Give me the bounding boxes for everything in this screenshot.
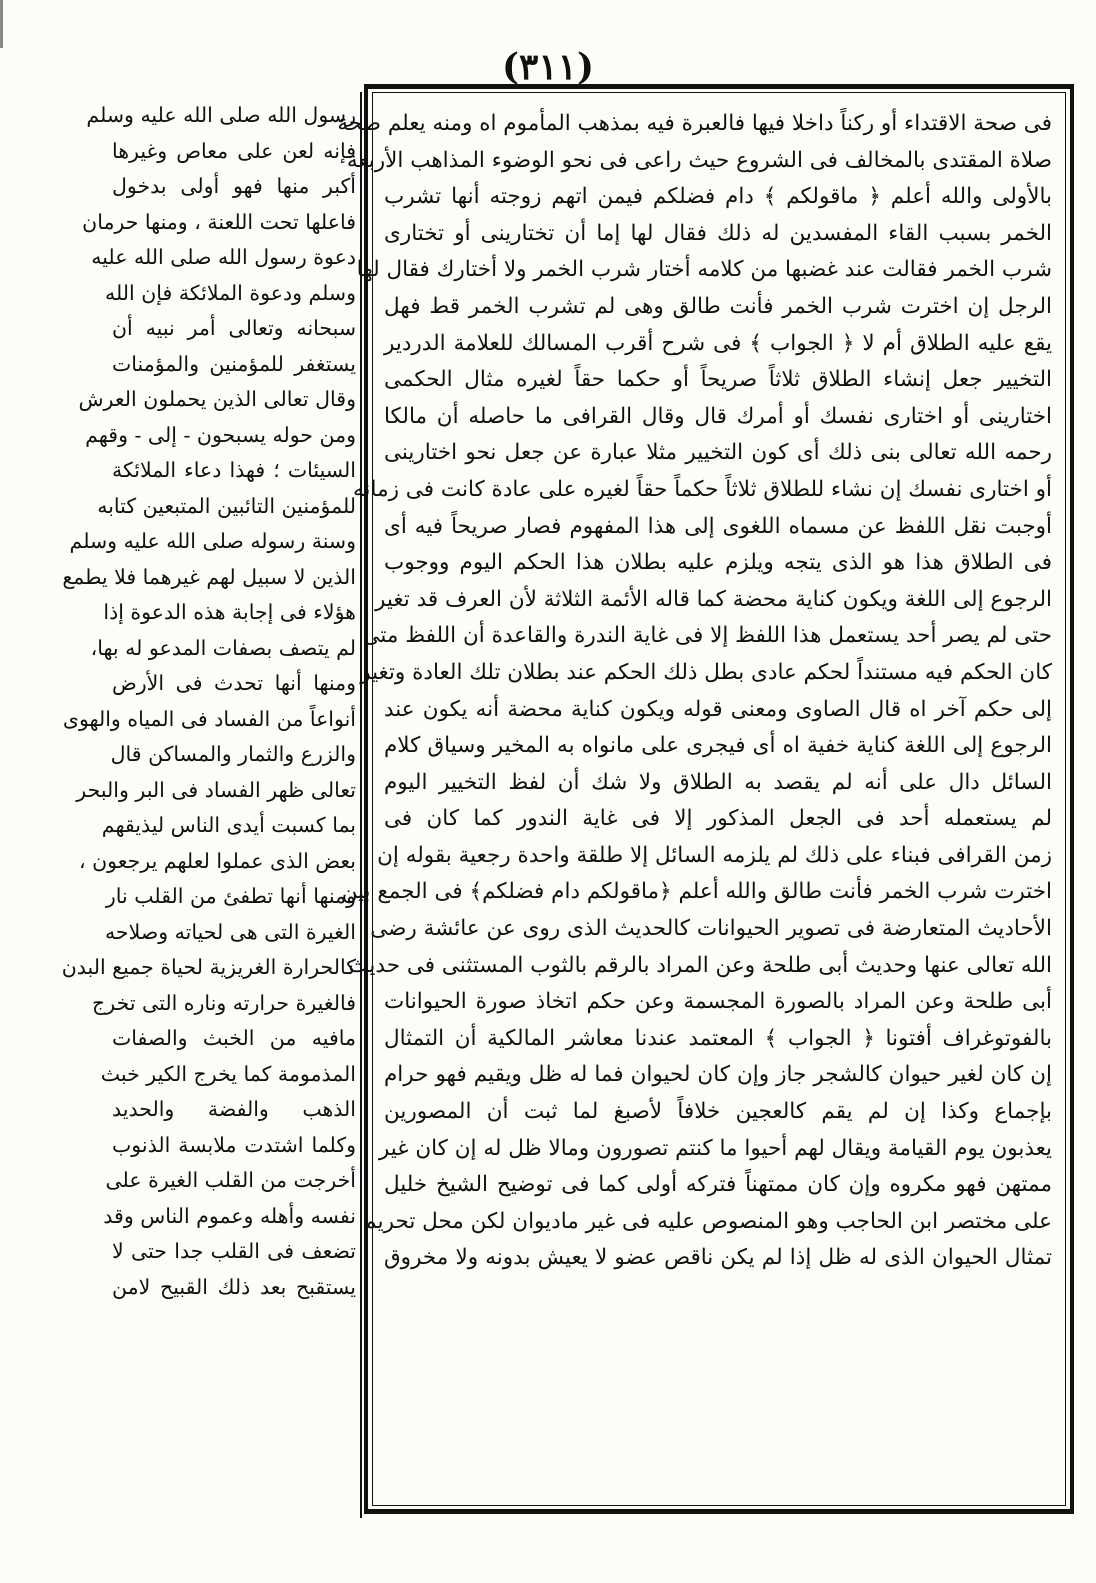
side-text-line: الغيرة التى هى لحياته وصلاحه — [104, 919, 356, 944]
main-text-line: صلاة المقتدى بالمخالف فى الشروع حيث راعى فى نحو الوضوء المذاهب الأربعة — [346, 147, 1052, 173]
side-text-line: بما كسبت أيدى الناس ليذيقهم — [101, 813, 356, 837]
side-text-line: الذهب والفضة والحديد — [112, 1097, 356, 1121]
main-text-line: إلى حكم آخر اه قال الصاوى ومعنى قوله ويكون كناية محضة أنه يكون عند — [384, 696, 1052, 722]
main-text-line: تمثال الحيوان الذى له ظل إذا لم يكن ناقص عضو لا يعيش بدونه ولا مخروق — [384, 1245, 1052, 1271]
main-text-line: يعذبون يوم القيامة ويقال لهم أحيوا ما كنتم تصورون ومالا ظل له إن كان غير — [378, 1135, 1052, 1161]
side-text-line: دعوة رسول الله صلى الله عليه — [91, 245, 356, 269]
main-text-line: إن كان لغير حيوان كالشجر جاز وإن كان لحيوان فما له ظل ويقيم فهو حرام — [384, 1062, 1052, 1088]
main-text-line: بإجماع وكذا إن لم يقم كالعجين خلافاً لأصبغ لما ثبت أن المصورين — [384, 1099, 1052, 1125]
side-text-line: أكبر منها فهو أولى بدخول — [112, 174, 356, 198]
main-text-line: التخيير جعل إنشاء الطلاق ثلاثاً صريحاً أو حكما حقاً لغيره مثال الحكمى — [384, 367, 1052, 393]
main-text-line: رحمه الله تعالى بنى ذلك أى كون التخيير مثلا عبارة عن جعل نحو اختارينى — [384, 440, 1052, 466]
main-text-line: اختارينى أو اختارى نفسك أو أمرك قال وقال القرافى ما حاصله أن مالكا — [384, 403, 1052, 429]
side-text-line: ومن حوله يسبحون - إلى - وقهم — [85, 422, 356, 447]
side-text-line: المذمومة كما يخرج الكير خبث — [100, 1061, 356, 1086]
main-text-line: الرجوع إلى اللغة كناية خفية اه أى فيجرى على مانواه به المخير وسياق كلام — [384, 733, 1052, 759]
main-text-line: زمن القرافى فبناء على ذلك لم يلزمه السائل إلا طلقة واحدة رجعية بقوله إن — [377, 842, 1052, 868]
main-text-line: فى الطلاق هذا هو الذى يتجه ويلزم عليه بطلان هذا الحكم اليوم ووجوب — [384, 550, 1052, 576]
side-text-line: نفسه وأهله وعموم الناس وقد — [103, 1203, 356, 1228]
main-text-line: السائل دال على أنه لم يقصد به الطلاق ولا شك أن لفظ التخيير اليوم — [384, 769, 1052, 795]
side-text-line: للمؤمنين التائبين المتبعين كتابه — [97, 493, 356, 518]
side-text-line: تضعف فى القلب جدا حتى لا — [112, 1239, 356, 1263]
side-column — [61, 98, 356, 1518]
page-number: (٣١١) — [501, 46, 595, 88]
side-text-line: الذين لا سبيل لهم غيرهما فلا يطمع — [62, 564, 356, 589]
side-text-line: السيئات ؛ فهذا دعاء الملائكة — [112, 458, 356, 482]
side-text-line: أنواعاً من الفساد فى المياه والهوى — [62, 706, 356, 731]
main-text-line: الخمر بسبب القاء المفسدين له ذلك فقال لها إما أن تختارينى أو تختارى — [384, 220, 1052, 246]
side-text-line: مافيه من الخبث والصفات — [112, 1026, 356, 1050]
side-text-line: ومنها أنها تطفئ من القلب نار — [105, 884, 356, 908]
side-text-line: سبحانه وتعالى أمر نبيه أن — [112, 316, 356, 340]
side-text-line: تعالى ظهر الفساد فى البر والبحر — [76, 777, 356, 802]
side-text-line: كالحرارة الغريزية لحياة جميع البدن — [61, 955, 356, 979]
main-text-line: بالأولى والله أعلم ﴿ ماقولكم ﴾ دام فضلكم فيمن اتهم زوجته أنها تشرب — [384, 184, 1052, 210]
side-text-line: يستقبح بعد ذلك القبيح لامن — [112, 1274, 356, 1299]
side-text-line: بعض الذى عملوا لعلهم يرجعون ، — [78, 848, 356, 873]
main-text-line: أو اختارى نفسك إن نشاء للطلاق ثلاثاً حكماً حقاً لغيره على عادة كانت فى زمانه — [353, 476, 1052, 502]
side-text-line: يستغفر للمؤمنين والمؤمنات — [112, 351, 356, 376]
side-text-line: أخرجت من القلب الغيرة على — [105, 1168, 356, 1192]
main-text-line: اخترت شرب الخمر فأنت طالق والله أعلم ﴿ماقولكم دام فضلكم﴾ فى الجمع بين — [341, 879, 1052, 905]
side-text-line: فاعلها تحت اللعنة ، ومنها حرمان — [82, 209, 356, 234]
main-text-frame — [337, 84, 1074, 1514]
column-divider-outer — [360, 92, 362, 1518]
side-text-line: وكلما اشتدت ملابسة الذنوب — [112, 1132, 356, 1157]
side-text-line: رسول الله صلى الله عليه وسلم — [86, 103, 356, 127]
side-text-line: لم يتصف بصفات المدعو له بها، — [90, 635, 356, 660]
main-text-line: شرب الخمر فقالت عند غضبها من كلامه أختار شرب الخمر ولا أختارك فقال لها — [356, 257, 1052, 283]
side-text-line: والزرع والثمار والمساكن قال — [110, 742, 356, 766]
main-text-line: أوجبت نقل اللفظ عن مسماه اللغوى إلى هذا المفهوم فصار صريحاً فيه أى — [384, 513, 1052, 539]
side-text-line: فإنه لعن على معاص وغيرها — [112, 138, 356, 163]
main-text-line: الله تعالى عنها وحديث أبى طلحة وعن المراد بالرقم بالثوب المستثنى فى حديث — [348, 952, 1052, 978]
side-text-line: ومنها أنها تحدث فى الأرض — [112, 671, 356, 695]
main-text-line: فى صحة الاقتداء أو ركناً داخلا فيها فالعبرة فيه بمذهب المأموم اه ومنه يعلم صحة — [337, 111, 1052, 136]
main-column — [337, 106, 1053, 1277]
side-text-line: فالغيرة حرارته وناره التى تخرج — [92, 990, 356, 1015]
main-text-line: أبى طلحة وعن المراد بالصورة المجسمة وعن حكم اتخاذ صورة الحيوانات — [384, 989, 1053, 1015]
scan-edge-mark — [0, 0, 3, 48]
main-text-line: حتى لم يصر أحد يستعمل هذا اللفظ إلا فى غاية الندرة والقاعدة أن اللفظ متى — [362, 623, 1052, 649]
side-text-line: هؤلاء فى إجابة هذه الدعوة إذا — [103, 600, 356, 624]
main-text-line: الأحاديث المتعارضة فى تصوير الحيوانات كالحديث الذى روى عن عائشة رضى — [370, 916, 1052, 942]
main-text-line: يقع عليه الطلاق أم لا ﴿ الجواب ﴾ فى شرح أقرب المسالك للعلامة الدردير — [384, 330, 1052, 356]
main-text-line: ممتهن فهو مكروه وإن كان ممتهناً فتركه أولى كما فى توضيح الشيخ خليل — [384, 1172, 1052, 1198]
main-text-line: لم يستعمله أحد فى الجعل المذكور إلا فى غاية الندور كما كان فى — [384, 806, 1052, 832]
main-text-line: بالفوتوغراف أفتونا ﴿ الجواب ﴾ المعتمد عندنا معاشر المالكية أن التمثال — [384, 1025, 1052, 1051]
main-text-line: على مختصر ابن الحاجب وهو المنصوص عليه فى غير ماديوان لكن محل تحريم — [363, 1208, 1052, 1234]
main-text-line: كان الحكم فيه مستنداً لحكم عادى بطل ذلك الحكم عند بطلان تلك العادة وتغير — [360, 659, 1052, 685]
main-text-line: الرجل إن اخترت شرب الخمر فأنت طالق وهى لم تشرب الخمر قط فهل — [384, 293, 1052, 319]
main-text-line: الرجوع إلى اللغة ويكون كناية محضة كما قاله الأئمة الثلاثة لأن العرف قد تغير — [375, 586, 1052, 612]
side-text-line: وسنة رسوله صلى الله عليه وسلم — [69, 529, 356, 553]
side-text-line: وقال تعالى الذين يحملون العرش — [78, 387, 356, 411]
side-text-line: وسلم ودعوة الملائكة فإن الله — [104, 280, 356, 305]
